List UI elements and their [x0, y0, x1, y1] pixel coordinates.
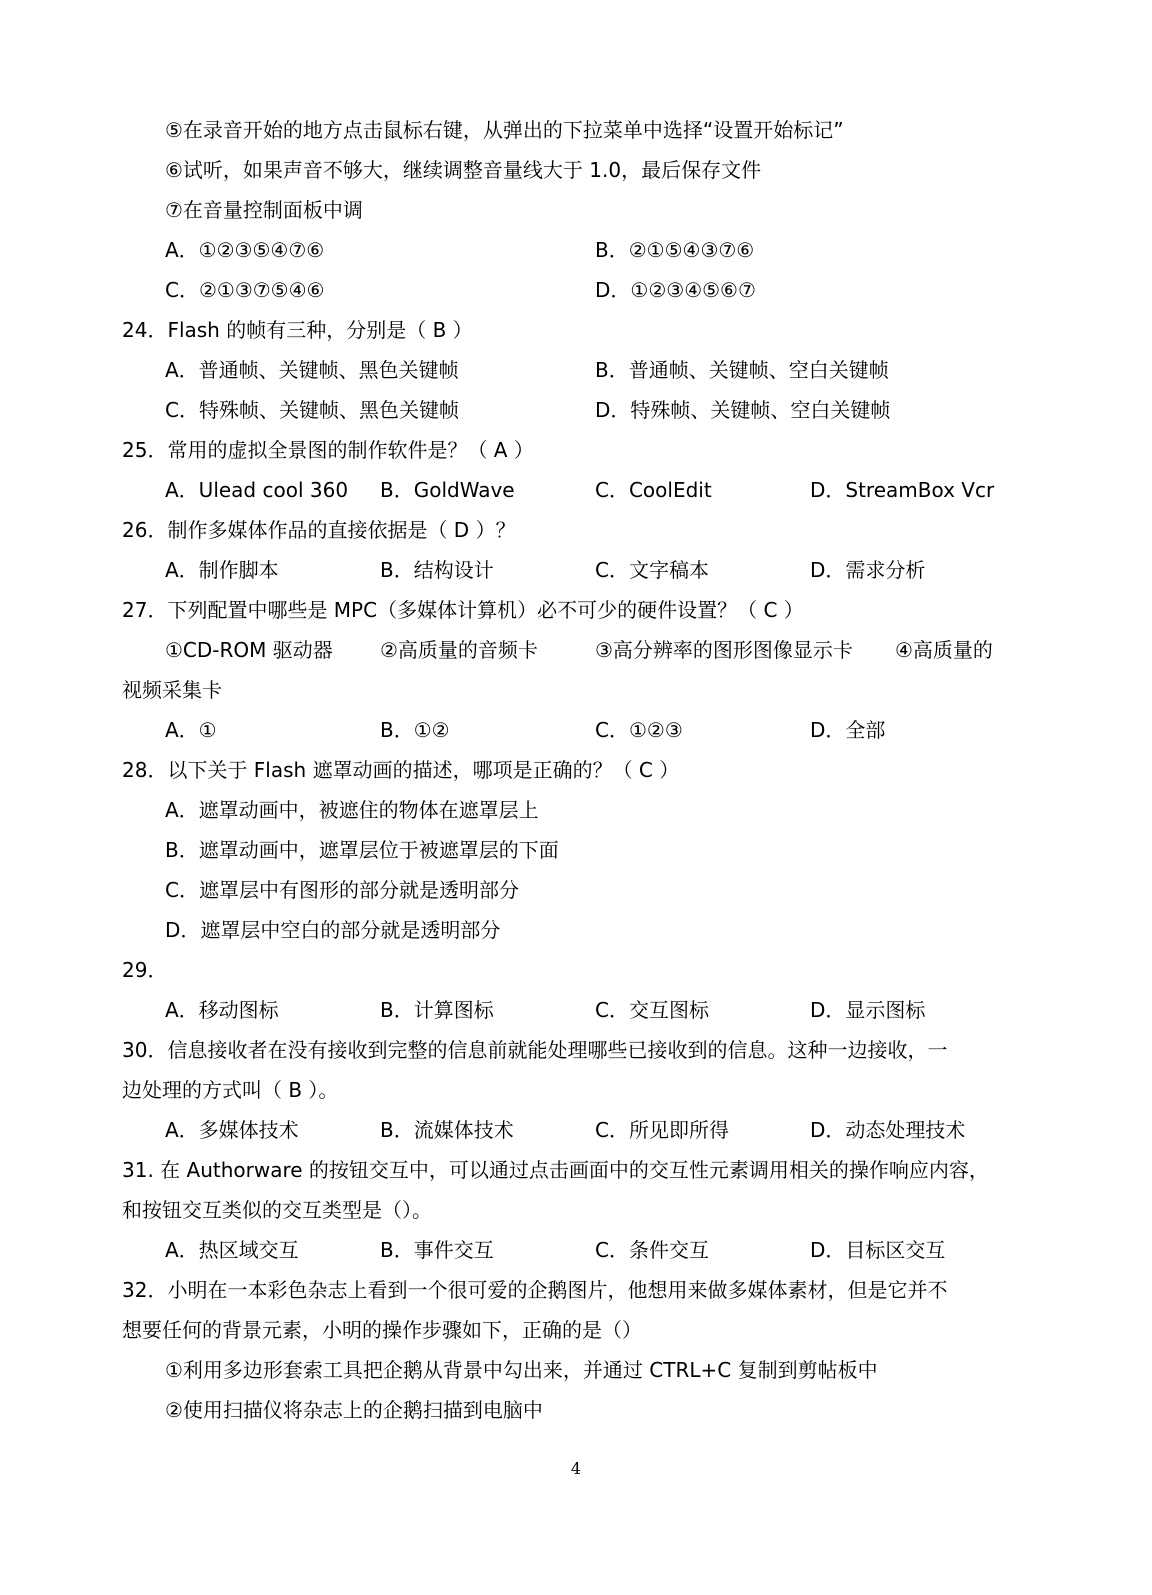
q26-options: [0, 556, 1152, 584]
q25-option-c: C．CoolEdit: [595, 478, 712, 502]
q29-stem: 29．: [122, 958, 168, 982]
q29-option-c: C．交互图标: [595, 998, 709, 1022]
q27-item-3: ③高分辨率的图形图像显示卡: [595, 638, 853, 662]
q27-option-c: C．①②③: [595, 718, 683, 742]
q25-stem: 25．常用的虚拟全景图的制作软件是？（ A ）: [122, 438, 534, 462]
q31-stem: 31. 在 Authorware 的按钮交互中，可以通过点击画面中的交互性元素调用相关的操作响应内容，: [122, 1158, 989, 1182]
q23-options-row-1: [0, 236, 1152, 264]
q28-option-a: A．遮罩动画中，被遮住的物体在遮罩层上: [165, 798, 539, 822]
q30-stem: 30．信息接收者在没有接收到完整的信息前就能处理哪些已接收到的信息。这种一边接收，一: [122, 1038, 948, 1062]
q27-item-1: ①CD-ROM 驱动器: [165, 638, 333, 662]
q28-option-d: D．遮罩层中空白的部分就是透明部分: [165, 918, 501, 942]
q24-options-row-2: [0, 396, 1152, 424]
q25-option-d: D．StreamBox Vcr: [810, 478, 995, 502]
q30-option-b: B．流媒体技术: [380, 1118, 514, 1142]
q26-option-d: D．需求分析: [810, 558, 926, 582]
q29-option-d: D．显示图标: [810, 998, 926, 1022]
q27-items-continued: 视频采集卡: [122, 678, 222, 702]
q32-step-1: ①利用多边形套索工具把企鹅从背景中勾出来，并通过 CTRL+C 复制到剪帖板中: [165, 1358, 878, 1382]
q23-step-7: ⑦在音量控制面板中调: [165, 198, 363, 222]
q30-option-d: D．动态处理技术: [810, 1118, 966, 1142]
q30-option-a: A．多媒体技术: [165, 1118, 299, 1142]
q24-option-c: C．特殊帧、关键帧、黑色关键帧: [165, 398, 459, 422]
q24-option-a: A．普通帧、关键帧、黑色关键帧: [165, 358, 459, 382]
q32-stem: 32．小明在一本彩色杂志上看到一个很可爱的企鹅图片，他想用来做多媒体素材，但是它并不: [122, 1278, 948, 1302]
q31-option-b: B．事件交互: [380, 1238, 494, 1262]
q27-option-b: B．①②: [380, 718, 450, 742]
q23-step-5: ⑤在录音开始的地方点击鼠标右键，从弹出的下拉菜单中选择“设置开始标记”: [165, 118, 844, 142]
q25-option-b: B．GoldWave: [380, 478, 515, 502]
q23-option-b: B．②①⑤④③⑦⑥: [595, 238, 755, 262]
q30-option-c: C．所见即所得: [595, 1118, 729, 1142]
q23-option-a: A．①②③⑤④⑦⑥: [165, 238, 325, 262]
q25-option-a: A．Ulead cool 360: [165, 478, 349, 502]
q29-option-a: A．移动图标: [165, 998, 279, 1022]
q31-options: [0, 1236, 1152, 1264]
q30-stem-continued: 边处理的方式叫（ B ）。: [122, 1078, 339, 1102]
q24-options-row-1: [0, 356, 1152, 384]
q26-option-a: A．制作脚本: [165, 558, 279, 582]
q24-stem: 24．Flash 的帧有三种，分别是（ B ）: [122, 318, 473, 342]
q27-item-4: ④高质量的: [895, 638, 993, 662]
q28-option-c: C．遮罩层中有图形的部分就是透明部分: [165, 878, 519, 902]
q29-options: [0, 996, 1152, 1024]
q26-option-b: B．结构设计: [380, 558, 494, 582]
q32-stem-continued: 想要任何的背景元素，小明的操作步骤如下，正确的是（）: [122, 1318, 642, 1342]
q27-options: [0, 716, 1152, 744]
q27-option-d: D．全部: [810, 718, 886, 742]
q27-stem: 27．下列配置中哪些是 MPC（多媒体计算机）必不可少的硬件设置？（ C ）: [122, 598, 804, 622]
q25-options: [0, 476, 1152, 504]
page-number: 4: [570, 1459, 582, 1478]
q31-option-d: D．目标区交互: [810, 1238, 946, 1262]
q31-stem-continued: 和按钮交互类似的交互类型是（）。: [122, 1198, 432, 1222]
q28-stem: 28．以下关于 Flash 遮罩动画的描述，哪项是正确的？（ C ）: [122, 758, 680, 782]
q27-option-a: A．①: [165, 718, 217, 742]
q26-stem: 26．制作多媒体作品的直接依据是（ D ）？: [122, 518, 516, 542]
q23-step-6: ⑥试听，如果声音不够大，继续调整音量线大于 1.0，最后保存文件: [165, 158, 762, 182]
q31-option-c: C．条件交互: [595, 1238, 709, 1262]
q24-option-b: B．普通帧、关键帧、空白关键帧: [595, 358, 889, 382]
q24-option-d: D．特殊帧、关键帧、空白关键帧: [595, 398, 891, 422]
q32-step-2: ②使用扫描仪将杂志上的企鹅扫描到电脑中: [165, 1398, 543, 1422]
q27-items: [0, 636, 1152, 664]
q23-options-row-2: [0, 276, 1152, 304]
q23-option-c: C．②①③⑦⑤④⑥: [165, 278, 325, 302]
q26-option-c: C．文字稿本: [595, 558, 709, 582]
q28-option-b: B．遮罩动画中，遮罩层位于被遮罩层的下面: [165, 838, 559, 862]
q29-option-b: B．计算图标: [380, 998, 494, 1022]
q27-item-2: ②高质量的音频卡: [380, 638, 538, 662]
q31-option-a: A．热区域交互: [165, 1238, 299, 1262]
q23-option-d: D．①②③④⑤⑥⑦: [595, 278, 756, 302]
q30-options: [0, 1116, 1152, 1144]
